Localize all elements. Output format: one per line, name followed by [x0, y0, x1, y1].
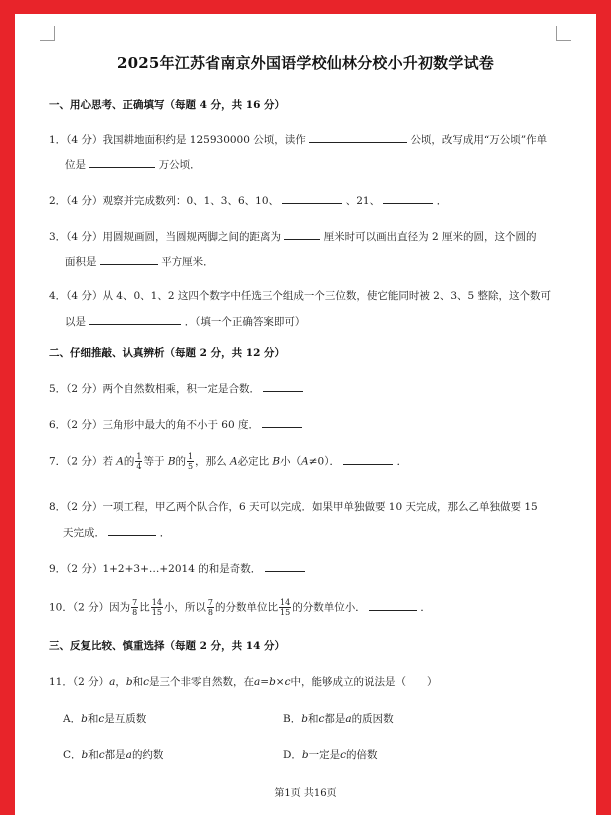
section-3-heading: 三、反复比较、慎重选择（每题 2 分，共 14 分）	[49, 640, 286, 652]
crop-mark-top-right	[556, 26, 571, 41]
answer-blank[interactable]	[343, 453, 393, 465]
answer-blank[interactable]	[282, 192, 342, 204]
answer-blank[interactable]	[265, 560, 305, 572]
answer-blank[interactable]	[89, 156, 155, 168]
question-4-line-1: 4．（4 分）从 4、0、1、2 这四个数字中任选三个组成一个三位数，使它能同时被 2、3、5 整除，这个数可	[49, 290, 552, 302]
crop-mark-top-left	[40, 26, 55, 41]
answer-blank[interactable]	[89, 313, 181, 325]
question-6: 6．（2 分）三角形中最大的角不小于 60 度．	[49, 416, 302, 432]
option-c[interactable]: C．b和c都是a的约数	[63, 749, 164, 761]
question-11: 11．（2 分）a，b和c是三个非零自然数，在a=b×c中，能够成立的说法是（ ）	[49, 676, 438, 688]
question-1-line-1: 1．（4 分）我国耕地面积约是 125930000 公顷，读作 公顷，改写成用“万公顷”作单	[49, 131, 547, 147]
fraction: $\frac{7}{8}$	[132, 598, 138, 617]
answer-blank[interactable]	[262, 416, 302, 428]
exam-page	[15, 14, 596, 815]
question-8-line-1: 8．（2 分）一项工程，甲乙两个队合作，6 天可以完成．如果甲单独做要 10 天完成，那么乙单独做要 15	[49, 501, 538, 513]
section-2-heading: 二、仔细推敲、认真辨析（每题 2 分，共 12 分）	[49, 347, 286, 359]
page-footer: 第1页 共16页	[274, 788, 337, 799]
section-1-heading: 一、用心思考、正确填写（每题 4 分，共 16 分）	[49, 99, 286, 111]
question-8-line-2: 天完成． ．	[63, 524, 170, 540]
question-4-line-2: 以是 ．（填一个正确答案即可）	[65, 313, 305, 329]
fraction: $\frac{1}{5}$	[188, 452, 194, 471]
option-d[interactable]: D．b一定是c的倍数	[283, 749, 378, 761]
page-title: 2025年江苏省南京外国语学校仙林分校小升初数学试卷	[117, 54, 494, 72]
question-5: 5．（2 分）两个自然数相乘，积一定是合数．	[49, 380, 303, 396]
fraction: $\frac{1}{4}$	[136, 452, 142, 471]
option-b[interactable]: B．b和c都是a的质因数	[283, 713, 394, 725]
fraction: $\frac{14}{15}$	[280, 598, 291, 617]
answer-blank[interactable]	[263, 380, 303, 392]
question-10: 10．（2 分）因为 $\frac{7}{8}$ 比 $\frac{14}{15}$ 小，所以 $\frac{7}{8}$ 的分数单位比 $\frac{14}{15}$ 的分数单位小． ．	[49, 598, 431, 617]
answer-blank[interactable]	[100, 253, 158, 265]
answer-blank[interactable]	[383, 192, 433, 204]
answer-blank[interactable]	[108, 524, 156, 536]
option-a[interactable]: A．b和c是互质数	[63, 713, 147, 725]
question-3-line-1: 3．（4 分）用圆规画圆，当圆规两脚之间的距离为 厘米时可以画出直径为 2 厘米的圆，这个圆的	[49, 228, 537, 244]
question-7: 7．（2 分）若 A的 $\frac{1}{4}$ 等于 B的 $\frac{1}{5}$ ，那么 A必定比 B小（A≠0）． ．	[49, 452, 408, 471]
question-2: 2．（4 分）观察并完成数列：0、1、3、6、10、 、21、 ．	[49, 192, 447, 208]
fraction: $\frac{7}{8}$	[207, 598, 214, 617]
question-1-line-2: 位是 万公顷．	[65, 156, 201, 172]
question-9: 9．（2 分）1+2+3+…+2014 的和是奇数．	[49, 560, 305, 576]
question-3-line-2: 面积是 平方厘米．	[65, 253, 214, 269]
answer-blank[interactable]	[309, 131, 407, 143]
fraction: $\frac{14}{15}$	[151, 598, 162, 617]
answer-blank[interactable]	[369, 599, 417, 611]
answer-blank[interactable]	[284, 228, 320, 240]
